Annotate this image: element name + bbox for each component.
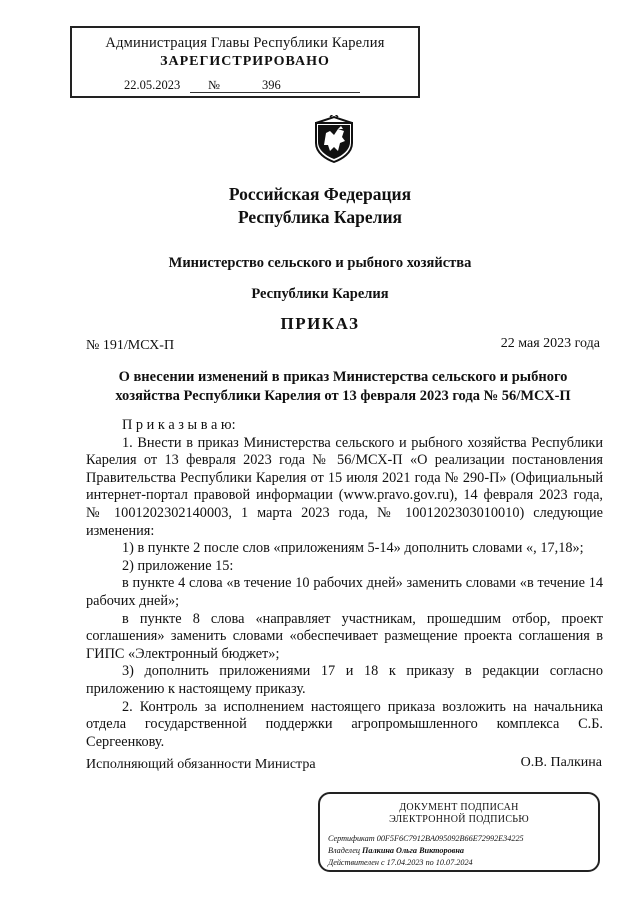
esig-valid-label: Действителен с (328, 858, 385, 867)
registration-stamp (70, 26, 420, 98)
paragraph-1-2-b: в пункте 8 слова «направляет участникам, прошедшим отбор, проект соглашения» заменить словами «обеспечивает размещение проекта соглашения в ГИПС «Электронный бюджет»; (86, 610, 603, 662)
document-type: ПРИКАЗ (280, 314, 360, 333)
electronic-signature-stamp (318, 792, 600, 872)
esig-heading-1: ДОКУМЕНТ ПОДПИСАН (399, 802, 519, 813)
ministry-name-line2: Республики Карелия (251, 286, 389, 302)
signatory-title: Исполняющий обязанности Министра (86, 757, 316, 772)
stamp-number-label: № (208, 78, 220, 92)
signatory-name: О.В. Палкина (520, 755, 602, 770)
document-date: 22 мая 2023 года (500, 336, 600, 351)
coat-of-arms-icon (314, 115, 354, 163)
country-title: Российская Федерация (228, 184, 412, 204)
esig-owner-value: Палкина Ольга Викторовна (362, 846, 464, 855)
paragraph-1-2: 2) приложение 15: (122, 557, 234, 574)
order-directive: П р и к а з ы в а ю: (122, 417, 236, 433)
paragraph-1-3: 3) дополнить приложениями 17 и 18 к приказу в редакции согласно приложению к настоящему приказу. (86, 663, 603, 697)
document-body (86, 417, 603, 751)
stamp-registered-label: ЗАРЕГИСТРИРОВАНО (160, 54, 330, 69)
paragraph-1: 1. Внести в приказ Министерства сельского и рыбного хозяйства Республики Карелия от 13 февраля 2023 года № 56/МСХ-П «О реализации постановления Правительства Республики Карелия от 15 июля 2021 года № 290-П» (Официальный интернет-портал правовой информации (www.pravo.gov.ru), 14 февраля 2023 года, № 1001202302140003, 1 марта 2023 года, № 1001202303010010) следующие изменения: (86, 434, 603, 539)
esig-valid-from: 17.04.2023 (386, 858, 424, 867)
republic-title: Республика Карелия (237, 207, 403, 227)
esig-owner-label: Владелец (328, 846, 360, 855)
document-subject (86, 368, 600, 406)
subject-line1: О внесении изменений в приказ Министерства сельского и рыбного (118, 369, 568, 385)
esig-cert-label: Сертификат (328, 834, 375, 843)
stamp-organization: Администрация Главы Республики Карелия (105, 35, 385, 51)
subject-line2: хозяйства Республики Карелия от 13 февраля 2023 года № 56/МСХ-П (115, 388, 571, 404)
ministry-name-line1: Министерство сельского и рыбного хозяйства (168, 255, 472, 271)
paragraph-1-2-a: в пункте 4 слова «в течение 10 рабочих дней» заменить словами «в течение 14 рабочих дней»; (86, 575, 603, 609)
esig-valid-to-label: по (425, 858, 434, 867)
esig-certificate (328, 834, 524, 843)
paragraph-1-1: 1) в пункте 2 после слов «приложениям 5-14» дополнить словами «, 17,18»; (122, 540, 584, 557)
paragraph-2: 2. Контроль за исполнением настоящего приказа возложить на начальника отдела государственной поддержки агропромышленного комплекса С.Б. Сергеенкову. (86, 698, 603, 750)
esig-owner (328, 846, 464, 855)
stamp-number: 396 (262, 78, 281, 92)
stamp-underline (190, 92, 360, 93)
stamp-date: 22.05.2023 (124, 78, 181, 92)
esig-cert-value: 00F5F6C7912BA095092B66E72992E34225 (376, 834, 524, 843)
esig-heading-2: ЭЛЕКТРОННОЙ ПОДПИСЬЮ (389, 814, 529, 825)
esig-valid-to: 10.07.2024 (435, 858, 473, 867)
document-number: № 191/МСХ-П (86, 338, 175, 353)
esig-validity (328, 858, 473, 867)
